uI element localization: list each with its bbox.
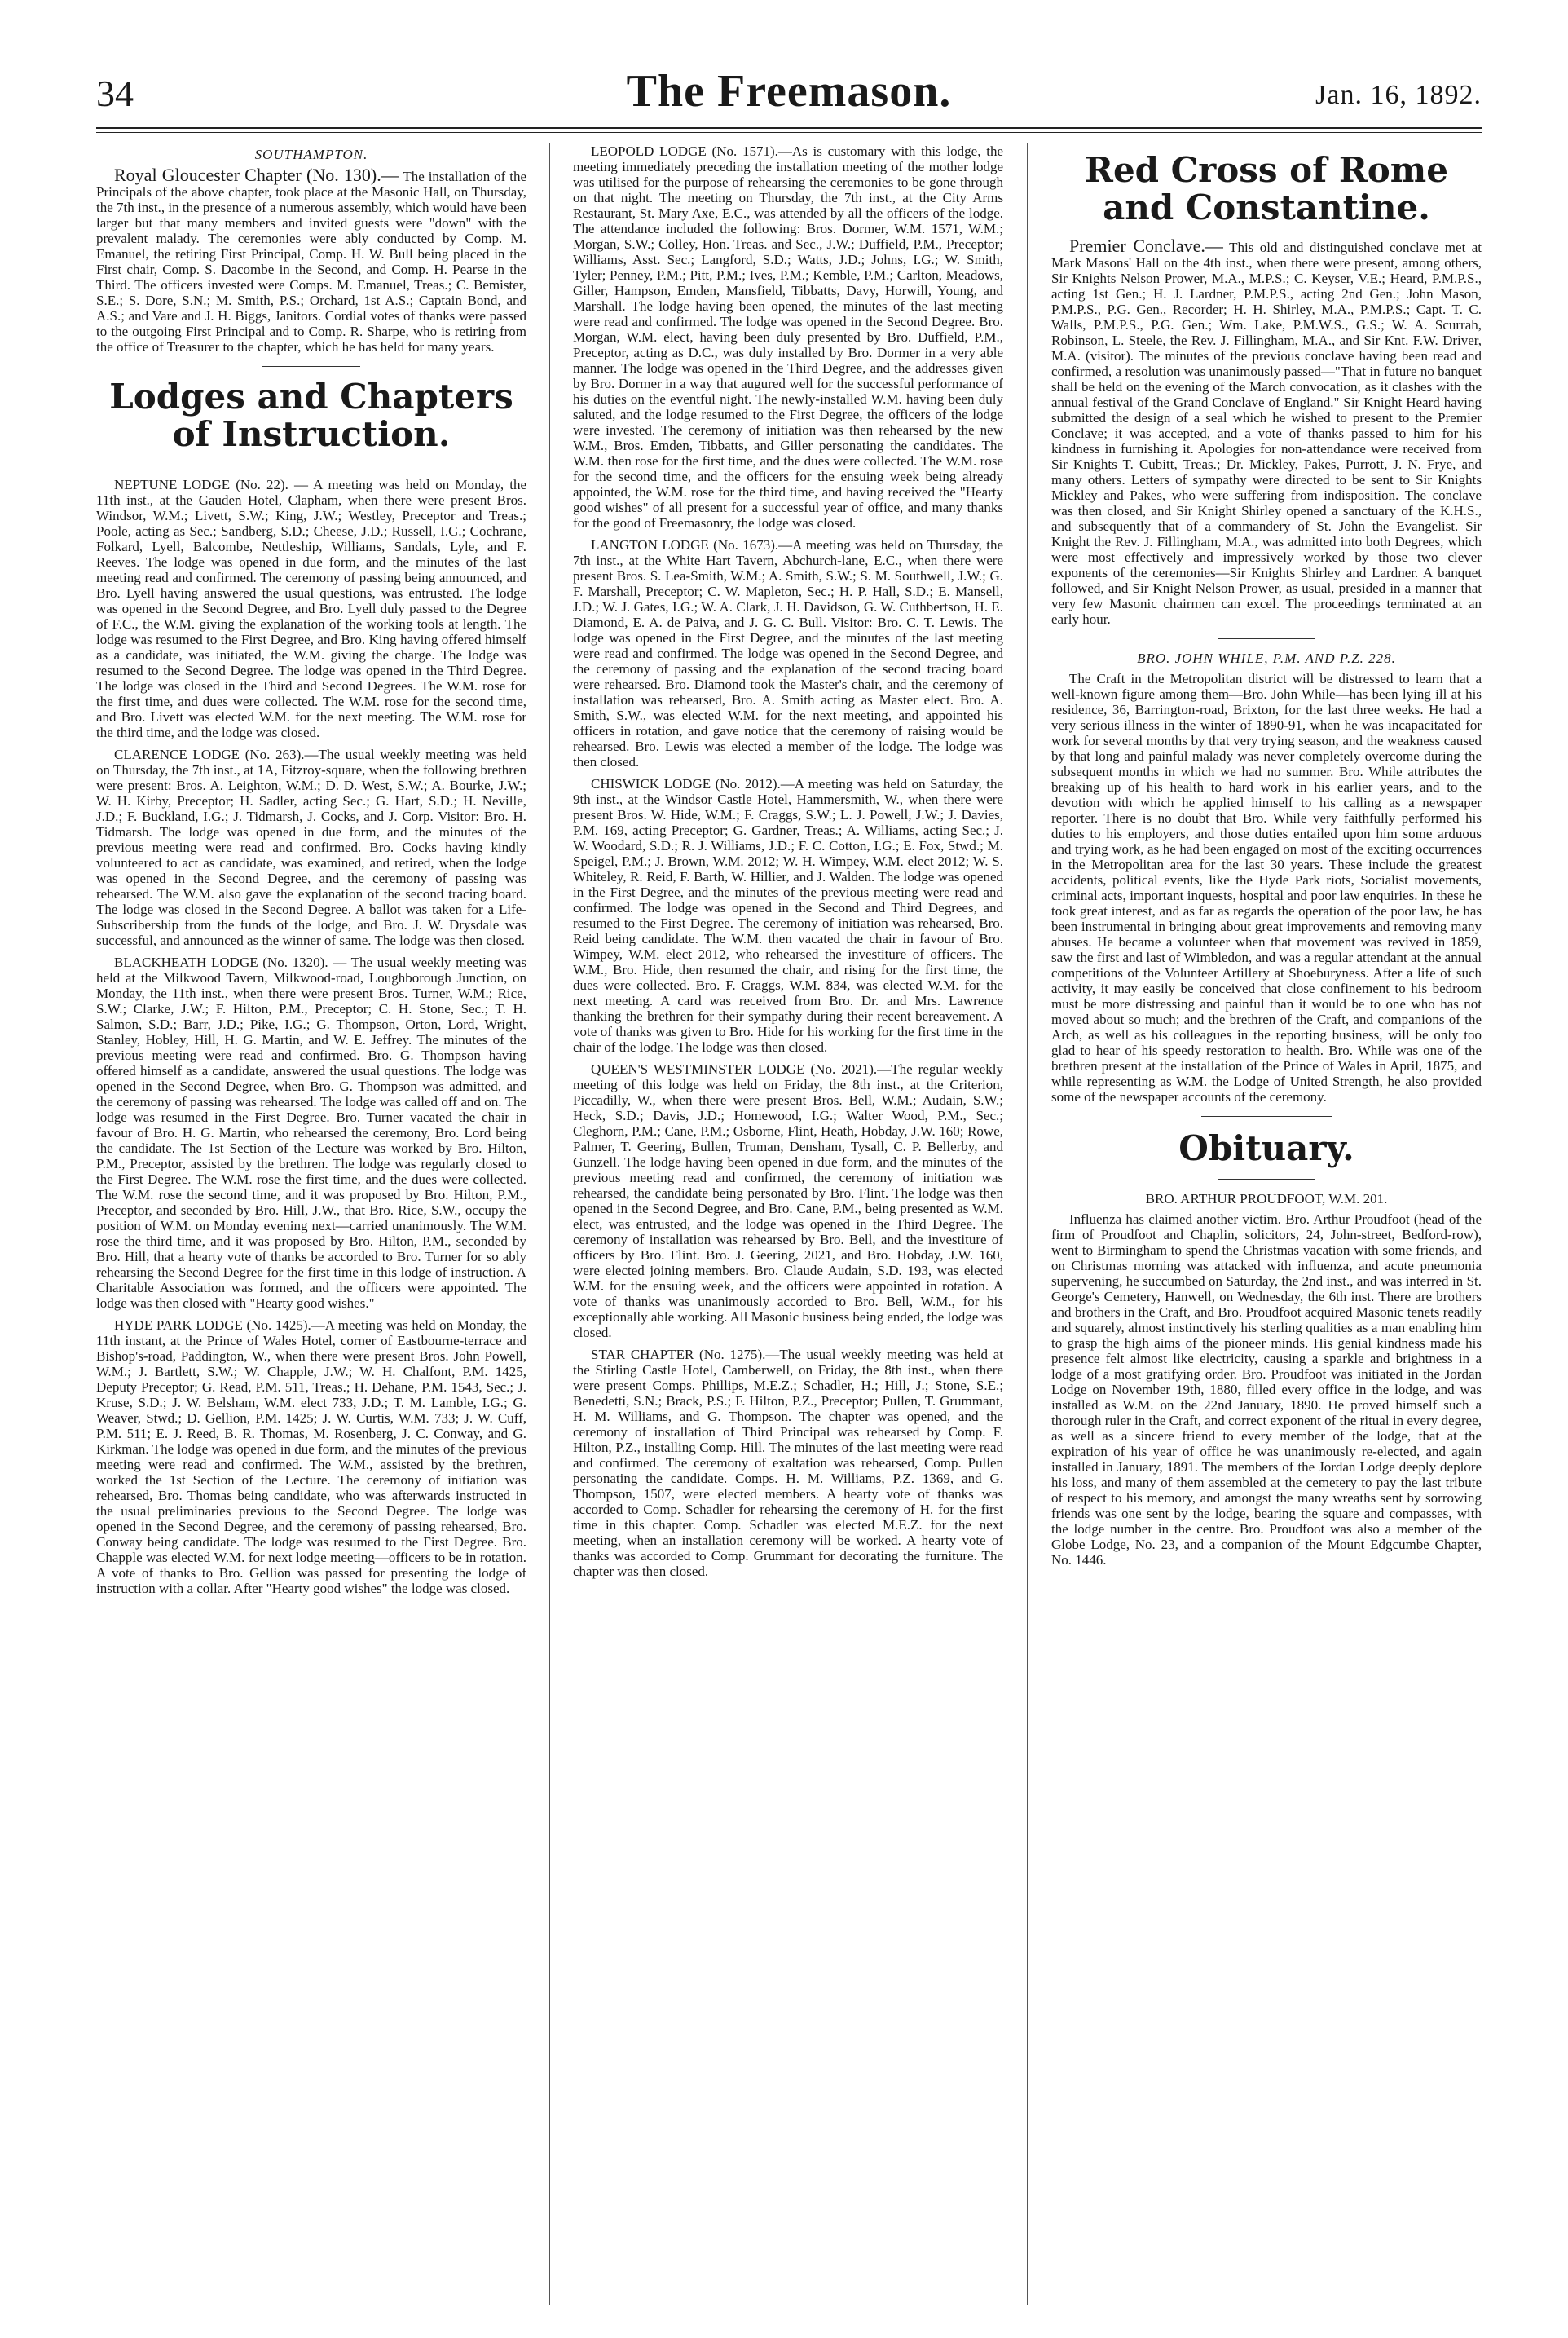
article-title: Premier Conclave.— [1069,236,1223,256]
masthead-rule-thin [96,132,1482,133]
article-premier-conclave [1051,238,1482,627]
article-neptune: NEPTUNE LODGE (No. 22). — A meeting was held on Monday, the 11th inst., at the Gauden Hotel, Clapham, when there were present Bros. Windsor, W.M.; Livett, S.W.; King, J.W.; Westley, Preceptor and Treas.; Poole, acting as Sec.; Sandberg, S.D.; Cheese, J.D.; Russell, I.G.; Cochrane, Folkard, Lyell, Balcombe, Nettleship, Williams, Sandals, Lyle, and F. Reeves. The lodge was opened in due form, and the minutes of the last meeting read and confirmed. The ceremony of passing being announced, and Bro. Lyell having answered the usual questions, was entrusted. The lodge was opened in the Second Degree, and Bro. Lyell duly passed to the Degree of F.C., the W.M. giving the explanation of the working tools at length. The lodge was resumed to the First Degree, and Bro. King having offered himself as a candidate, was initiated, the W.M. giving the charge. The lodge was resumed to the Second Degree. The lodge was opened in the Third Degree. The lodge was closed in the Third and Second Degrees. The W.M. rose for the first time, and dues were collected. The W.M. rose for the second time, and Bro. Livett was elected W.M. for the next meeting. The W.M. rose for the third time, and the lodge was closed. [96,477,526,740]
proudfoot-heading: BRO. ARTHUR PROUDFOOT, W.M. 201. [1145,1191,1388,1206]
obituary-heading: Obituary. [1178,1128,1354,1168]
page-number: 34 [96,73,134,114]
masthead-rule [96,127,1482,129]
article-royal-gloucester [96,167,526,355]
article-hyde-park: HYDE PARK LODGE (No. 1425).—A meeting was held on Monday, the 11th instant, at the Prince of Wales Hotel, corner of Eastbourne-terrace and Bishop's-road, Paddington, W., when there were present Bros. John Powell, W.M.; J. Bartlett, S.W.; W. Chapple, J.W.; W. H. Chalfont, P.M. 1425, Deputy Preceptor; G. Read, P.M. 511, Treas.; H. Dehane, P.M. 1543, Sec.; J. Kruse, S.D.; J. W. Belsham, W.M. elect 733, J.D.; T. M. Lamble, I.G.; G. Weaver, Stwd.; D. Gellion, P.M. 1425; J. W. Curtis, W.M. 733; J. W. Cuff, P.M. 511; E. J. Reed, B. R. Thomas, M. Rosenberg, J. C. Conway, and G. Kirkman. The lodge was opened in due form, and the minutes of the previous meeting were read and confirmed. The W.M., assisted by the brethren, worked the 1st Section of the Lecture. The ceremony of initiation was rehearsed, Bro. Thomas being candidate, who was afterwards instructed in the usual preliminaries previous to the Second Degree. The lodge was opened in the Second Degree, and the ceremony of passing rehearsed, Bro. Conway being candidate. The lodge was resumed to the First Degree. Bro. Chapple was elected W.M. for next lodge meeting—officers to be in rotation. A vote of thanks to Bro. Gellion was passed for presenting the lodge of instruction with a collar. After "Hearty good wishes" the lodge was closed. [96,1317,526,1596]
article-leopold: LEOPOLD LODGE (No. 1571).—As is customary with this lodge, the meeting immediately preceding the installation meeting of the mother lodge was utilised for the purpose of rehearsing the ceremonies to be gone through on that night. The meeting on Thursday, the 7th inst., at the City Arms Restaurant, St. Mary Axe, E.C., was attended by all the officers of the lodge. The attendance included the following: Bros. Dormer, W.M. 1571, W.M.; Morgan, S.W.; Colley, Hon. Treas. and Sec., J.W.; Duffield, P.M., Preceptor; Williams, Asst. Sec.; Langford, S.D.; Watts, J.D.; Johns, I.G.; W. Smith, Tyler; Penney, P.M.; Pitt, P.M.; Ives, P.M.; Kemble, P.M.; Carlton, Meadows, Giller, Hampson, Emden, Mansfield, Tibbatts, Davy, Horwill, Young, and Marshall. The lodge having been opened, the minutes of the last meeting were read and confirmed. The lodge was opened in the Second Degree. Bro. Morgan, W.M. elect, having been duly presented by Bro. Duffield, P.M., Preceptor, acting as D.C., was duly installed by Bro. Dormer in a very able manner. The lodge was opened in the Third Degree, and the addresses given by Bro. Dormer in a way that augured well for the successful performance of his duties on the eventful night. The newly-installed W.M. having been duly saluted, and the lodge resumed to the First Degree, the officers of the lodge were invested. The ceremony of initiation was then rehearsed by the new W.M., Bros. Emden, Tibbatts, and Giller personating the candidates. The W.M. then rose for the first time, and the dues were collected. The W.M. rose for the second time, and the officers for the ensuing week being already appointed, the W.M. rose for the third time, and having received the "Hearty good wishes" of all present for a successful year of office, and many thanks for the good of Freemasonry, the lodge was closed. [573,143,1003,531]
column-divider [1027,143,1028,2305]
issue-date: Jan. 16, 1892. [1315,80,1482,110]
column-left [96,143,526,2305]
article-body: The installation of the Principals of the above chapter, took place at the Masonic Hall, on Thursday, the 7th inst., in the presence of a numerous assembly, which would have been larger but that many members and invited guests were "down" with the prevalent malady. The ceremonies were ably conducted by Comp. M. Emanuel, the retiring First Principal, Comp. H. W. Bull being placed in the First chair, Comp. S. Dacombe in the Second, and Comp. H. Pearse in the Third. The officers invested were Comps. M. Emanuel, Treas.; C. Bemister, S.E.; S. Dore, S.N.; M. Smith, P.S.; Orchard, 1st A.S.; Captain Bond, and A.S.; and Vare and J. H. Biggs, Janitors. Cordial votes of thanks were passed to the outgoing First Principal and to Comp. R. Sharpe, who is retiring from the office of Treasurer to the chapter, which he has held for many years. [96,169,526,355]
while-heading: BRO. JOHN WHILE, P.M. AND P.Z. 228. [1137,651,1396,666]
red-cross-heading: Red Cross of Rome and Constantine. [1085,150,1448,227]
masthead [96,65,1482,122]
section-heading: Lodges and Chapters of Instruction. [109,377,513,454]
column-divider [549,143,550,2305]
article-queens-westminster: QUEEN'S WESTMINSTER LODGE (No. 2021).—The regular weekly meeting of this lodge was held on Friday, the 8th inst., at the Criterion, Piccadilly, W., when there were present Bros. Bell, W.M.; Audain, S.W.; Heck, S.D.; Davis, J.D.; Homewood, I.G.; Walter Wood, P.M., Sec.; Cleghorn, P.M.; Cane, P.M.; Osborne, Flint, Heath, Hobday, J.W. 160; Rowe, Palmer, T. Geering, Bullen, Truman, Densham, Tysall, C. P. Bellerby, and Gunzell. The lodge having been opened in due form, and the minutes of the previous meeting read and confirmed, the ceremony of initiation was rehearsed, the candidate being personated by Bro. Flint. The lodge was then opened in the Second Degree, and Bro. Cane, P.M., being presented as W.M. elect, was entrusted, and the lodge was opened in the Third Degree. The ceremony of installation was rehearsed by Bro. Bell, and the investiture of officers by Bro. Flint. Bro. J. Geering, 2021, and Bro. Hobday, J.W. 160, were elected joining members. Bro. Claude Audain, S.D. 193, was elected W.M. for the ensuing week, and the officers were appointed in rotation. A vote of thanks was unanimously accorded to Bro. Bell, W.M., for his exceptionally able working. All Masonic business being ended, the lodge was closed. [573,1061,1003,1340]
article-langton: LANGTON LODGE (No. 1673).—A meeting was held on Thursday, the 7th inst., at the White Hart Tavern, Abchurch-lane, E.C., when there were present Bros. S. Lea-Smith, W.M.; A. Smith, S.W.; S. M. Southwell, J.W.; G. F. Marshall, Preceptor; C. W. Mapleton, Sec.; H. P. Hall, S.D.; E. Mansell, J.D.; W. J. Gates, I.G.; W. A. Clark, J. H. Davidson, G. W. Cuthbertson, H. E. Diamond, E. A. de Paiva, and J. G. C. Bull. Visitor: Bro. C. T. Lewis. The lodge was opened in the First Degree, and the minutes of the last meeting were read and confirmed. The lodge was opened in the Second Degree, and the ceremony of passing and the explanation of the second tracing board were rehearsed. Bro. Diamond took the Master's chair, and the ceremony of installation was rehearsed, Bro. A. Smith acting as Master elect. Bro. A. Smith, S.W., was elected W.M. for the next meeting, and appointed his officers in rotation, and gave notice that the ceremony of raising would be rehearsed. Bro. Lewis was elected a member of the lodge. The lodge was then closed. [573,537,1003,770]
article-chiswick: CHISWICK LODGE (No. 2012).—A meeting was held on Saturday, the 9th inst., at the Windsor Castle Hotel, Hammersmith, W., when there were present Bros. W. Hide, W.M.; F. Craggs, S.W.; L. J. Powell, J.W.; J. Davies, P.M. 169, acting Preceptor; G. Gardner, Treas.; A. Williams, acting Sec.; J. W. Woodard, S.D.; R. J. Williams, J.D.; F. C. Cotton, I.G.; E. Fox, Stwd.; M. Speigel, P.M.; J. Brown, W.M. 2012; W. H. Wimpey, W.M. elect 2012; W. S. Whiteley, R. Reid, F. Barth, W. Hillier, and J. Walden. The lodge was opened in the First Degree, and the minutes of the previous meeting were read and confirmed. The lodge was opened in the Second and Third Degrees, and resumed to the First Degree. The ceremony of initiation was rehearsed, Bro. Reid being candidate. The W.M. then vacated the chair in favour of Bro. Wimpey, W.M. elect 2012, who rehearsed the investiture of officers. The W.M., Bro. Hide, then resumed the chair, and rising for the first time, the dues were collected. Bro. F. Craggs, W.M. 834, was elected W.M. for the next meeting. A card was received from Bro. Dr. and Mrs. Lawrence thanking the brethren for their sympathy during their recent bereavement. A vote of thanks was given to Bro. Hide for his working for the first time in the chair of the lodge. The lodge was then closed. [573,776,1003,1055]
article-body: This old and distinguished conclave met at Mark Masons' Hall on the 4th inst., when there were present, among others, Sir Knights Nelson Prower, M.A., M.P.S.; C. Keyser, V.E.; Heard, P.M.P.S., acting 1st Gen.; H. J. Lardner, P.M.P.S., acting 2nd Gen.; John Mason, P.M.P.S., P.G. Gen., Recorder; H. H. Shirley, M.A., P.M.P.S.; Capt. T. C. Walls, P.M.P.S., P.G. Gen.; Wm. Lake, P.M.W.S., G.S.; W. A. Scurrah, Robinson, L. Steele, the Rev. J. Fillingham, M.A., and Sir Knt. F.W. Driver, M.A. (visitor). The minutes of the previous conclave having been read and confirmed, a resolution was unanimously passed—"That in future no banquet shall be held on the evening of the March convocation, as it clashes with the annual festival of the Grand Conclave of England." Sir Knight Heard having submitted the design of a seal which he wished to present to the Premier Conclave; it was accepted, and a vote of thanks passed to him for his kindness in furnishing it. Apologies for non-attendance were received from Sir Knights T. Cubitt, Treas.; Dr. Mickley, Pakes, Purrott, J. N. Frye, and many others. Letters of sympathy were directed to be sent to Sir Knights Mickley and Pakes, who were suffering from indisposition. The conclave was then closed, and Sir Knight Shirley opened a sanctuary of the K.H.S., and subsequently that of a commandery of St. John the Evangelist. Sir Knight the Rev. J. Fillingham, M.A., was admitted into both Degrees, which were most effectively and impressively worked by those two clever exponents of the ceremonies—Sir Knights Shirley and Lardner. A banquet followed, and Sir Knight Nelson Prower, as usual, presided in a manner that very few Masonic chairmen can excel. The proceedings terminated at an early hour. [1051,240,1482,627]
column-middle [573,143,1003,2305]
separator-rule [1218,1179,1315,1180]
article-clarence: CLARENCE LODGE (No. 263).—The usual weekly meeting was held on Thursday, the 7th inst., at 1A, Fitzroy-square, when the following brethren were present: Bros. A. Leighton, W.M.; D. D. West, S.W.; A. Bourke, J.W.; W. H. Kirby, Preceptor; H. Sadler, acting Sec.; G. Hart, S.D.; H. Neville, J.D.; F. Buckland, I.G.; J. Tidmarsh, J. Cocks, and J. Corp. Visitor: Bro. H. Tidmarsh. The lodge was opened in due form, and the minutes of the previous meeting were read and confirmed. Bro. Cocks having kindly volunteered to act as candidate, was examined, and retired, when the lodge was opened in the Second Degree, and the ceremony of passing was rehearsed. The W.M. also gave the explanation of the second tracing board. The lodge was closed in the Second Degree. A ballot was taken for a Life-Subscribership from the funds of the lodge, and Bro. J. W. Drysdale was successful, and announced as the winner of same. The lodge was then closed. [96,747,526,948]
column-right [1051,143,1482,2305]
article-john-while: The Craft in the Metropolitan district will be distressed to learn that a well-known figure among them—Bro. John While—has been lying ill at his residence, 36, Barrington-road, Brixton, for the last three weeks. He had a very serious illness in the winter of 1890-91, when he was incapacitated for work for several months by that very trying season, and the weakness caused by that long and painful malady was never completely overcome during the subsequent months in which we had no summer. Bro. While attributes the breaking up of his health to hard work in his earlier years, and to the devotion with which he applied himself to his calling as a newspaper reporter. There is no doubt that Bro. While very faithfully performed his duties to his employers, and those duties entailed upon him some arduous and trying work, as he had been engaged on most of the exciting occurrences in the Metropolitan area for the last 30 years. These include the greatest accidents, political events, like the Hyde Park riots, Socialist movements, criminal acts, important inquests, hospital and poor law enquiries. In these he took great interest, and as far as regards the operation of the poor law, he has been instrumental in bringing about great improvements and removing many abuses. He became a volunteer when that movement was revived in 1859, saw the first and last of Wimbledon, and was a regular attendant at the annual competitions of the Volunteer Artillery at Shoeburyness. After a life of such activity, it may easily be conceived that close confinement to his bedroom must be more distressing and painful than it would be to one who has not moved about so much; and the brethren of the Craft, and companions of the Arch, as well as his colleagues in the reporting business, will be only too glad to hear of his speedy restoration to health. Bro. While was one of the brethren present at the installation of the Prince of Wales in April, 1875, and while representing as W.M. the Lodge of United Strength, he also provided some of the newspaper accounts of the ceremony. [1051,671,1482,1105]
separator-rule [1201,1116,1332,1118]
newspaper-title: The Freemason. [626,66,952,117]
separator-rule [1218,638,1315,639]
separator-rule [262,366,360,367]
article-title: Royal Gloucester Chapter (No. 130).— [114,165,399,185]
article-blackheath: BLACKHEATH LODGE (No. 1320). — The usual weekly meeting was held at the Milkwood Tavern, Milkwood-road, Loughborough Junction, on Monday, the 11th inst., when there were present Bros. Turner, W.M.; Rice, S.W.; Clarke, J.W.; F. Hilton, P.M., Preceptor; C. H. Stone, Sec.; T. H. Salmon, S.D.; Barr, J.D.; Pike, I.G.; G. Thompson, Orton, Lord, Wright, Stanley, Hobley, Hill, H. G. Martin, and W. E. Jeffrey. The minutes of the previous meeting were read and confirmed. Bro. G. Thompson having offered himself as a candidate, answered the usual questions. The lodge was opened in the Second Degree, when Bro. G. Thompson was admitted, and the ceremony of passing was rehearsed. The lodge was called off and on. The lodge was resumed in the First Degree. Bro. Turner vacated the chair in favour of Bro. H. G. Martin, who rehearsed the ceremony, Bro. Lord being the candidate. The 1st Section of the Lecture was worked by Bro. Hilton, P.M., Preceptor, assisted by the brethren. The lodge was regularly closed to the First Degree. The W.M. rose the first time, and the dues were collected. The W.M. rose the second time, and it was proposed by Bro. Hilton, P.M., Preceptor, and seconded by Bro. Hill, J.W., that Bro. Rice, S.W., occupy the position of W.M. on Monday evening next—carried unanimously. The W.M. rose the third time, and it was proposed by Bro. Hilton, P.M., seconded by Bro. Hill, that a hearty vote of thanks be accorded to Bro. Turner for so ably rehearsing the Second Degree for the first time in this lodge of instruction. A Charitable Association was formed, and the officers were appointed. The lodge was then closed with "Hearty good wishes." [96,955,526,1311]
article-star-chapter: STAR CHAPTER (No. 1275).—The usual weekly meeting was held at the Stirling Castle Hotel, Camberwell, on Friday, the 8th inst., when there were present Comps. Phillips, M.E.Z.; Schadler, H.; Hill, J.; Stone, S.E.; Benedetti, S.N.; Brack, P.S.; F. Hilton, P.Z., Preceptor; Pullen, T. Grummant, H. M. Williams, and G. Thompson. The chapter was opened, and the ceremony of installation of Third Principal was rehearsed by Comp. F. Hilton, P.Z., installing Comp. Hill. The minutes of the last meeting were read and confirmed. The ceremony of exaltation was rehearsed, Comp. Pullen personating the candidate. Comps. H. M. Williams, P.Z. 1369, and G. Thompson, 1507, were elected members. A hearty vote of thanks was accorded to Comp. Schadler for rehearsing the ceremony of H. for the first time in this chapter. Comp. Schadler was elected M.E.Z. for the next meeting, when an installation ceremony will be worked. A hearty vote of thanks was accorded to Comp. Grummant for decorating the furniture. The chapter was then closed. [573,1347,1003,1579]
place-heading: SOUTHAMPTON. [254,147,368,162]
article-proudfoot: Influenza has claimed another victim. Bro. Arthur Proudfoot (head of the firm of Proudfoot and Chaplin, solicitors, 24, John-street, Bedford-row), went to Birmingham to spend the Christmas vacation with some friends, and on Christmas morning was attacked with influenza, and acute pneumonia supervening, he succumbed on Saturday, the 2nd inst., and was interred in St. George's Cemetery, Hanwell, on Wednesday, the 6th inst. There are brothers and brothers in the Craft, and Bro. Proudfoot acquired Masonic tenets readily and squarely, almost instinctively his sterling qualities as a man enabling him to grasp the high aims of the pioneer minds. His genial kindness made his presence felt almost like electricity, causing a sparkle and brightness in a lodge of a most gratifying order. Bro. Proudfoot was initiated in the Jordan Lodge on November 19th, 1880, filled every office in the lodge, and was installed as W.M. on the 22nd January, 1890. He proved himself such a thorough ruler in the Craft, and correct exponent of the ritual in every degree, as well as a sincere friend to every member of the lodge, that at the expiration of his year of office he was unanimously re-elected, and again installed in January, 1891. The members of the Jordan Lodge deeply deplore his loss, and many of them assembled at the cemetery to pay the last tribute of respect to his memory, and amongst the many wreaths sent by sorrowing friends was one sent by the lodge, bearing the square and compasses, with the lodge number in the centre. Bro. Proudfoot was also a member of the Globe Lodge, No. 23, and a companion of the Mount Edgcumbe Chapter, No. 1446. [1051,1211,1482,1568]
